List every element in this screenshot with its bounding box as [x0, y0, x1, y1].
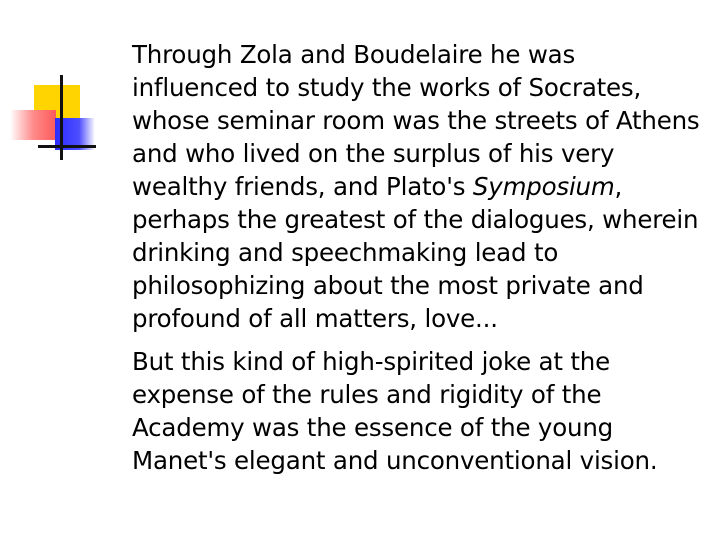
paragraph-1 — [132, 38, 702, 335]
decorative-logo — [0, 0, 110, 180]
horizontal-line-icon — [38, 145, 96, 148]
slide-body — [132, 38, 702, 487]
paragraph-1-text-end: , perhaps the greatest of the dialogues, wherein drinking and speechmaking lead to philosophizing about the most private and profound of all matters, love... — [132, 172, 699, 333]
symposium-title: Symposium — [472, 172, 615, 201]
red-square-icon — [10, 110, 56, 140]
paragraph-1-text: Through Zola and Boudelaire he was influenced to study the works of Socrates, whose seminar room was the streets of Athens and who lived on the surplus of his very wealthy friends, and Plato's — [132, 40, 700, 201]
paragraph-2: But this kind of high-spirited joke at the expense of the rules and rigidity of the Academy was the essence of the young Manet's elegant and unconventional vision. — [132, 347, 658, 475]
